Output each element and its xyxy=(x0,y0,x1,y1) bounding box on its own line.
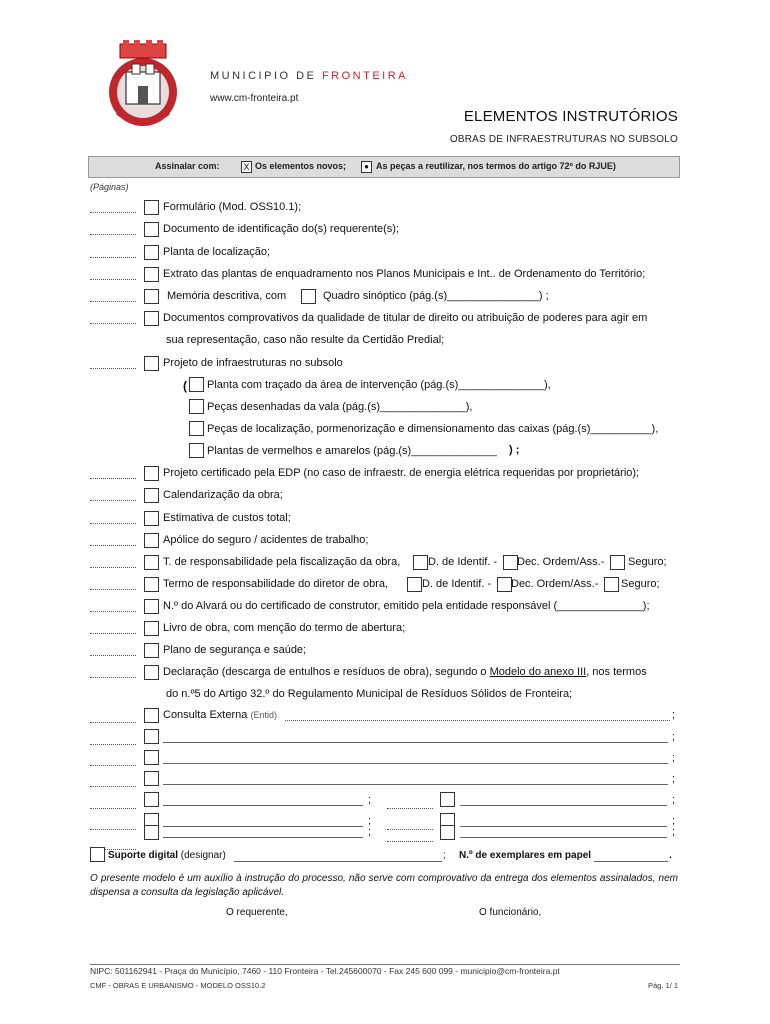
item-label: Apólice do seguro / acidentes de trabalho; xyxy=(163,534,369,546)
page-subtitle: OBRAS DE INFRAESTRUTURAS NO SUBSOLO xyxy=(449,134,678,145)
footer-page: Pág. 1/ 1 xyxy=(647,981,678,990)
footer-divider xyxy=(90,964,680,965)
item-label: Projeto de infraestruturas no subsolo xyxy=(163,357,343,369)
semicolon: ; xyxy=(368,794,372,806)
page-field[interactable] xyxy=(90,756,136,766)
checkbox[interactable] xyxy=(144,708,159,723)
checkbox[interactable] xyxy=(189,443,204,458)
semicolon: ; xyxy=(672,794,676,806)
checkbox[interactable] xyxy=(189,421,204,436)
municipality-name: MUNICIPIO DE FRONTEIRA xyxy=(210,70,409,82)
checkbox[interactable] xyxy=(144,356,159,371)
free-text-field[interactable] xyxy=(163,828,363,838)
subitem-label: Peças de localização, pormenorização e dimensionamento das caixas (pág.(s)__________), xyxy=(207,423,659,435)
checkbox[interactable] xyxy=(189,377,204,392)
semicolon: ; xyxy=(672,826,676,838)
page-title: ELEMENTOS INSTRUTÓRIOS xyxy=(463,108,678,125)
checkbox[interactable] xyxy=(407,577,422,592)
checkbox[interactable] xyxy=(610,555,625,570)
checkbox[interactable] xyxy=(144,555,159,570)
exemplares-label: N.º de exemplares em papel xyxy=(459,850,592,861)
item-label: Documentos comprovativos da qualidade de titular de direito ou atribuição de poderes para agir em xyxy=(163,312,648,324)
subitem-label: Peças desenhadas da vala (pág.(s)______________), xyxy=(207,401,473,413)
checkbox[interactable] xyxy=(144,311,159,326)
item-label: Declaração (descarga de entulhos e resíduos de obra), segundo o Modelo do anexo III, nos termos xyxy=(163,666,647,678)
item-label: Planta de localização; xyxy=(163,246,271,258)
page-field[interactable] xyxy=(90,314,136,324)
item-label: Quadro sinóptico (pág.(s)_______________) ; xyxy=(323,290,549,302)
checkbox[interactable] xyxy=(144,488,159,503)
checkbox[interactable] xyxy=(144,245,159,260)
page-field[interactable] xyxy=(90,558,136,568)
free-text-field[interactable] xyxy=(163,817,363,827)
item-label: Seguro; xyxy=(628,556,667,568)
period: . xyxy=(669,850,672,861)
paren-open: ( xyxy=(183,379,187,393)
page-field[interactable] xyxy=(90,646,136,656)
item-label: Livro de obra, com menção do termo de abertura; xyxy=(163,622,406,634)
signature-funcionario: O funcionário, xyxy=(479,907,542,918)
legend-label: Assinalar com: xyxy=(155,161,220,171)
free-text-field[interactable] xyxy=(163,733,668,743)
item-label: Dec. Ordem/Ass.- xyxy=(517,556,605,568)
legend-reuse-mark: ● xyxy=(361,161,372,173)
checkbox[interactable] xyxy=(90,847,105,862)
item-label: Projeto certificado pela EDP (no caso de infraestr. de energia elétrica requeridas por proprietário); xyxy=(163,467,640,479)
checkbox[interactable] xyxy=(440,792,455,807)
free-text-field[interactable] xyxy=(460,828,667,838)
item-label: Documento de identificação do(s) requerente(s); xyxy=(163,223,400,235)
page-field[interactable] xyxy=(90,799,136,809)
checkbox[interactable] xyxy=(144,665,159,680)
municipal-crest-logo xyxy=(104,40,182,130)
checkbox[interactable] xyxy=(144,792,159,807)
entity-field[interactable] xyxy=(285,711,670,721)
item-label: Formulário (Mod. OSS10.1); xyxy=(163,201,302,213)
semicolon: ; xyxy=(368,826,372,838)
checkbox[interactable] xyxy=(144,771,159,786)
checkbox[interactable] xyxy=(144,289,159,304)
checkbox[interactable] xyxy=(144,533,159,548)
checkbox[interactable] xyxy=(144,729,159,744)
footer-contacts: NIPC: 501162941 - Praça do Município, 7460 - 110 Fronteira - Tel.245600070 - Fax 245 600 099 - municipio@cm-fronteira.pt xyxy=(90,966,560,976)
website-url[interactable]: www.cm-fronteira.pt xyxy=(210,93,299,104)
item-label: D. de Identif. - xyxy=(428,556,498,568)
page-field[interactable] xyxy=(90,469,136,479)
item-label: T. de responsabilidade pela fiscalização da obra, xyxy=(163,556,401,568)
checkbox[interactable] xyxy=(144,577,159,592)
item-label: D. de Identif. - xyxy=(422,578,492,590)
subitem-label: Plantas de vermelhos e amarelos (pág.(s)______________ xyxy=(207,445,497,457)
page-field[interactable] xyxy=(90,668,136,678)
checkbox[interactable] xyxy=(144,825,159,840)
legend-new-text: Os elementos novos; xyxy=(255,161,347,171)
page-field[interactable] xyxy=(90,491,136,501)
checkbox[interactable] xyxy=(144,200,159,215)
checkbox[interactable] xyxy=(144,222,159,237)
municipality-highlight: FRONTEIRA xyxy=(321,70,409,82)
page-field[interactable] xyxy=(90,580,136,590)
page-field[interactable] xyxy=(387,832,433,842)
page-field[interactable] xyxy=(90,735,136,745)
checkbox[interactable] xyxy=(144,643,159,658)
page-field[interactable] xyxy=(90,777,136,787)
item-label-cont: do n.º5 do Artigo 32.º do Regulamento Municipal de Resíduos Sólidos de Fronteira; xyxy=(166,688,573,700)
checkbox[interactable] xyxy=(144,599,159,614)
page-field[interactable] xyxy=(387,799,433,809)
checkbox[interactable] xyxy=(144,511,159,526)
exemplares-field[interactable] xyxy=(594,852,668,862)
page-field[interactable] xyxy=(90,624,136,634)
suporte-field[interactable] xyxy=(234,852,442,862)
checkbox[interactable] xyxy=(440,825,455,840)
checkbox[interactable] xyxy=(497,577,512,592)
semicolon: ; xyxy=(672,709,676,721)
semicolon: ; xyxy=(672,815,676,827)
checkbox[interactable] xyxy=(503,555,518,570)
item-label: N.º do Alvará ou do certificado de construtor, emitido pela entidade responsável (______________); xyxy=(163,600,650,612)
item-label: Termo de responsabilidade do diretor de obra, xyxy=(163,578,389,590)
free-text-field[interactable] xyxy=(163,796,363,806)
page-field[interactable] xyxy=(90,203,136,213)
checkbox[interactable] xyxy=(604,577,619,592)
semicolon: ; xyxy=(368,815,372,827)
free-text-field[interactable] xyxy=(460,796,667,806)
item-label: Calendarização da obra; xyxy=(163,489,283,501)
page-field[interactable] xyxy=(90,713,136,723)
page-field[interactable] xyxy=(90,359,136,369)
annex-link[interactable]: Modelo do anexo III xyxy=(489,666,587,678)
item-label: Dec. Ordem/Ass.- xyxy=(511,578,599,590)
page-field[interactable] xyxy=(90,820,136,830)
page-field[interactable] xyxy=(90,225,136,235)
item-label: Memória descritiva, com xyxy=(167,290,287,302)
checkbox[interactable] xyxy=(144,750,159,765)
item-label: Extrato das plantas de enquadramento nos Planos Municipais e Int.. de Ordenamento do Território; xyxy=(163,268,646,280)
free-text-field[interactable] xyxy=(163,754,668,764)
footer-model: CMF - OBRAS E URBANISMO - MODELO OSS10.2 xyxy=(90,981,266,990)
paginas-label: (Páginas) xyxy=(90,182,129,192)
checkbox[interactable] xyxy=(301,289,316,304)
semicolon: ; xyxy=(443,850,446,861)
free-text-field[interactable] xyxy=(163,775,668,785)
page-field[interactable] xyxy=(90,270,136,280)
item-label: Consulta Externa (Entid) xyxy=(163,709,277,721)
page-field[interactable] xyxy=(90,248,136,258)
page-field[interactable] xyxy=(387,820,433,830)
semicolon: ; xyxy=(672,752,676,764)
semicolon: ; xyxy=(672,731,676,743)
page-field[interactable] xyxy=(90,292,136,302)
item-label: Seguro; xyxy=(621,578,660,590)
legend-new-mark: X xyxy=(241,161,252,173)
checkbox[interactable] xyxy=(144,466,159,481)
item-label: Plano de segurança e saúde; xyxy=(163,644,307,656)
semicolon: ; xyxy=(672,773,676,785)
item-label-cont: sua representação, caso não resulte da Certidão Predial; xyxy=(166,334,445,346)
paren-close: ) ; xyxy=(509,444,520,456)
item-label: Estimativa de custos total; xyxy=(163,512,291,524)
disclaimer-note: O presente modelo é um auxílio à instrução do processo, não serve com comprovativo da entrega dos elementos assinalados, nem dispensa a consulta da legislação aplicável. xyxy=(90,873,678,898)
checkbox[interactable] xyxy=(144,621,159,636)
checkbox[interactable] xyxy=(413,555,428,570)
page-field[interactable] xyxy=(90,602,136,612)
checkbox[interactable] xyxy=(144,267,159,282)
signature-requerente: O requerente, xyxy=(226,907,288,918)
suporte-label: Suporte digital (designar) xyxy=(108,850,226,861)
page-field[interactable] xyxy=(90,514,136,524)
checkbox[interactable] xyxy=(189,399,204,414)
subitem-label: Planta com traçado da área de intervenção (pág.(s)______________), xyxy=(207,379,551,391)
legend-reuse-text: As peças a reutilizar, nos termos do artigo 72º do RJUE) xyxy=(376,161,616,171)
page-field[interactable] xyxy=(90,536,136,546)
free-text-field[interactable] xyxy=(460,817,667,827)
